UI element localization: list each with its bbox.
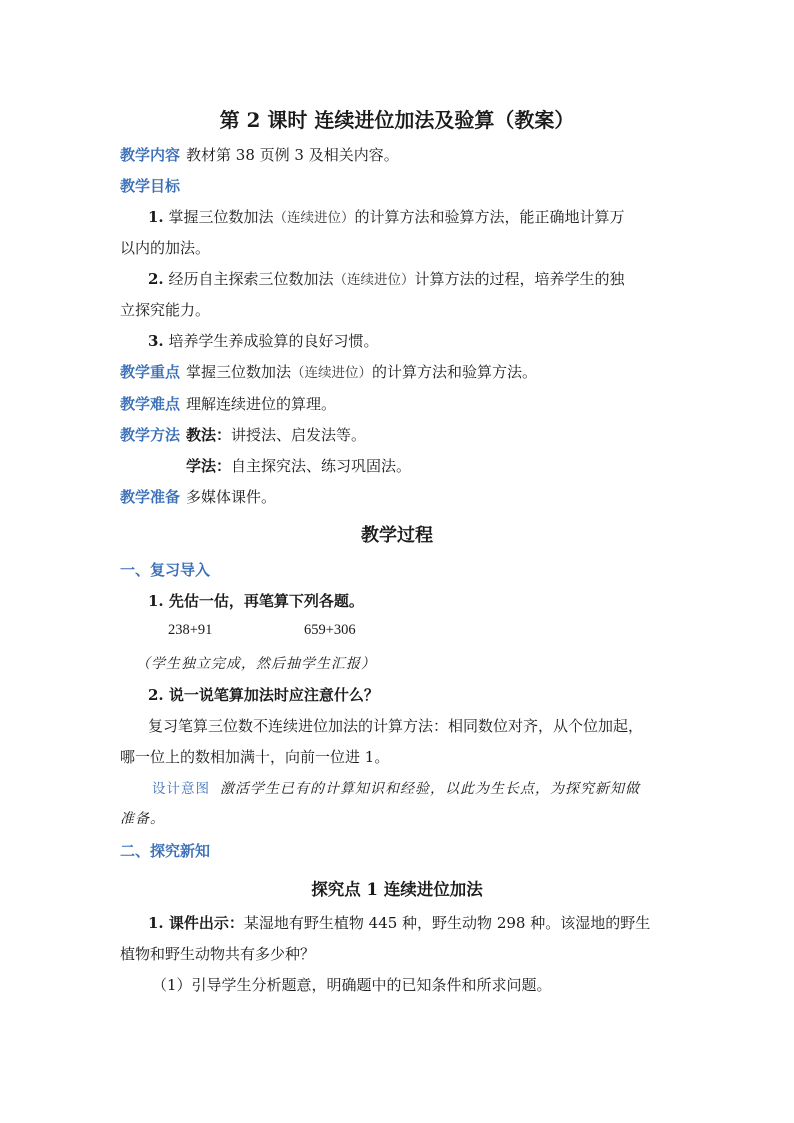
- review-question-2: 2. 说一说笔算加法时应注意什么？: [148, 686, 379, 704]
- key-point-paren: （连续进位）: [291, 365, 373, 381]
- goal-3-text: 培养学生养成验算的良好习惯。: [168, 332, 379, 350]
- learn-method-row: [186, 456, 746, 476]
- review-paragraph-line-1: 复习笔算三位数不连续进位加法的计算方法：相同数位对齐，从个位加起，: [148, 717, 644, 735]
- goal-2-text-a: 经历自主探索三位数加法: [168, 270, 334, 288]
- key-point-text-a: 掌握三位数加法: [186, 363, 292, 381]
- method-row: [120, 425, 680, 445]
- learn-method-text: 自主探究法、练习巩固法。: [231, 457, 412, 475]
- teaching-content-text: 教材第 38 页例 3 及相关内容。: [186, 146, 399, 164]
- teaching-goals-label-row: [120, 176, 680, 196]
- learn-method-label: 学法：: [186, 457, 232, 475]
- key-point-label: 教学重点: [120, 363, 181, 381]
- goal-1-line-1: [148, 207, 708, 228]
- goal-2-line-2: 立探究能力。: [120, 301, 211, 319]
- courseware-text-a: 某湿地有野生植物 445 种，野生动物 298 种。该湿地的野生: [243, 914, 651, 932]
- section-1-heading: [120, 560, 680, 580]
- goal-1-line-2: 以内的加法。: [120, 239, 211, 257]
- difficulty-row: [120, 394, 680, 414]
- guidance-line: （1）引导学生分析题意，明确题中的已知条件和所求问题。: [152, 976, 552, 994]
- goal-3-number: 3.: [148, 332, 164, 350]
- key-point-row: [120, 362, 680, 383]
- method-label: 教学方法: [120, 426, 181, 444]
- difficulty-label: 教学难点: [120, 395, 181, 413]
- section-2-heading-text: 二、探究新知: [120, 842, 211, 860]
- goal-1-text-a: 掌握三位数加法: [168, 208, 274, 226]
- design-intent-text-a: 激活学生已有的计算知识和经验，以此为生长点，为探究新知做: [220, 781, 640, 797]
- key-point-text-b: 的计算方法和验算方法。: [372, 363, 538, 381]
- courseware-line-2: 植物和野生动物共有多少种？: [120, 945, 316, 963]
- difficulty-text: 理解连续进位的算理。: [186, 395, 337, 413]
- preparation-label: 教学准备: [120, 488, 181, 506]
- teaching-content-row: [120, 145, 680, 165]
- goal-2-line-1: [148, 269, 708, 290]
- goal-1-paren: （连续进位）: [273, 210, 355, 226]
- page-title: 第 2 课时 连续进位加法及验算（教案）: [219, 108, 575, 132]
- expression-2: 659+306: [304, 622, 356, 638]
- design-intent-line-1: [152, 778, 712, 799]
- courseware-label: 1. 课件出示：: [148, 914, 244, 932]
- teach-method-text: 讲授法、启发法等。: [231, 426, 367, 444]
- review-question-1: 1. 先估一估，再笔算下列各题。: [148, 592, 364, 610]
- goal-3-line: [148, 331, 708, 351]
- courseware-line-1: [148, 913, 708, 933]
- review-paragraph-line-2: 哪一位上的数相加满十，向前一位进 1。: [120, 748, 390, 766]
- explore-point-title: 探究点 1 连续进位加法: [311, 880, 483, 899]
- teach-method-label: 教法：: [186, 426, 232, 444]
- preparation-row: [120, 487, 680, 507]
- expression-1: 238+91: [168, 622, 213, 638]
- teaching-goals-label: 教学目标: [120, 177, 181, 195]
- goal-2-number: 2.: [148, 270, 164, 288]
- goal-2-text-b: 计算方法的过程，培养学生的独: [414, 270, 625, 288]
- preparation-text: 多媒体课件。: [186, 488, 277, 506]
- section-2-heading: [120, 841, 680, 861]
- process-title: 教学过程: [361, 525, 433, 546]
- section-1-heading-text: 一、复习导入: [120, 561, 211, 579]
- teaching-content-label: 教学内容: [120, 146, 181, 164]
- design-intent-label: 设计意图: [152, 781, 210, 797]
- design-intent-line-2: 准备。: [120, 811, 165, 827]
- goal-1-text-b: 的计算方法和验算方法，能正确地计算万: [354, 208, 625, 226]
- student-note: （学生独立完成，然后抽学生汇报）: [136, 656, 376, 672]
- goal-1-number: 1.: [148, 208, 164, 226]
- goal-2-paren: （连续进位）: [333, 272, 415, 288]
